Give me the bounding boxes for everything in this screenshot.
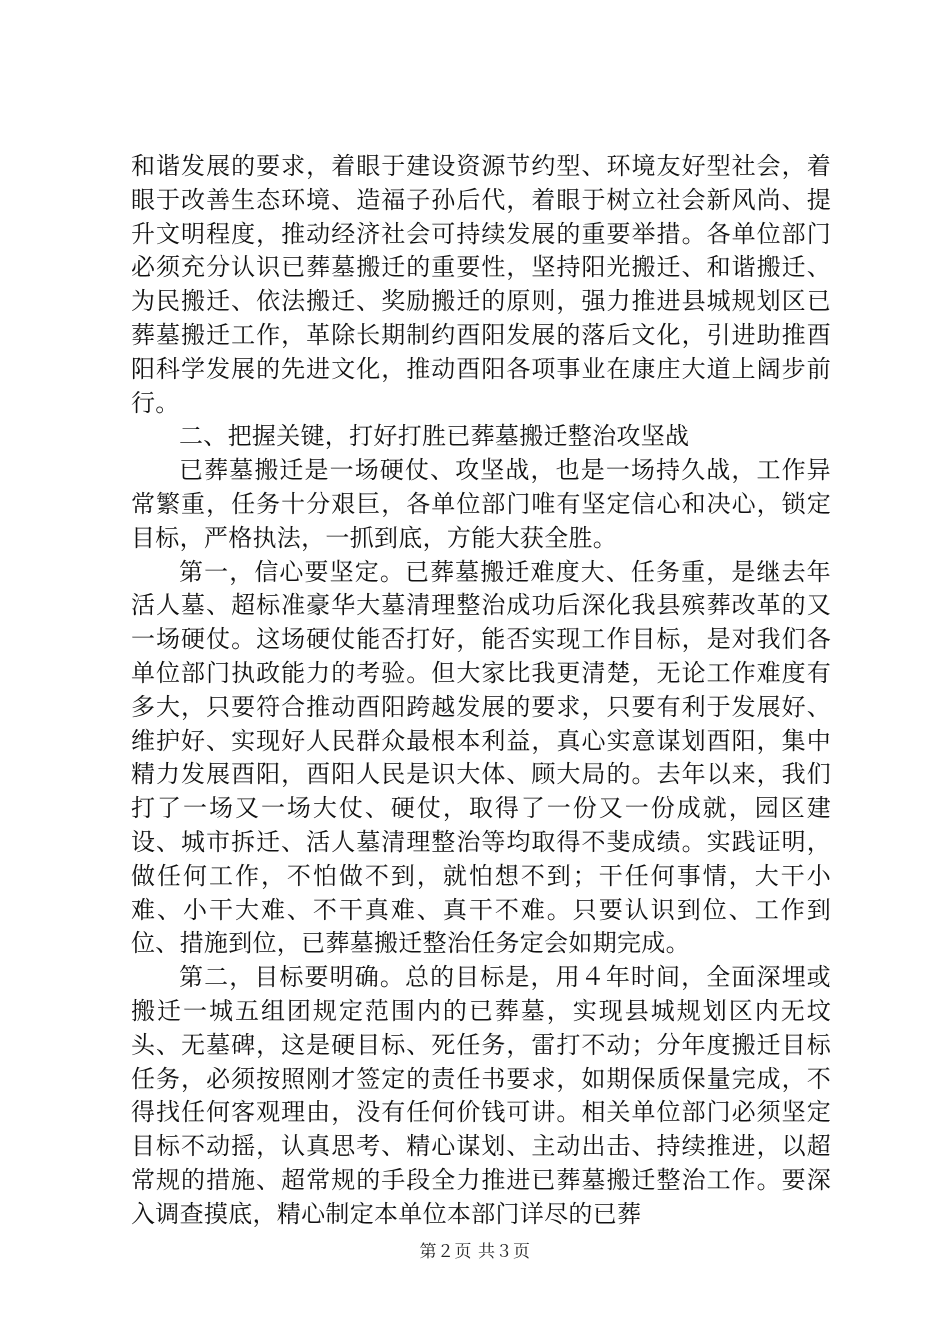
body-paragraph: 第二，目标要明确。总的目标是，用４年时间，全面深埋或搬迁一城五组团规定范围内的已葬墓，实现县城规划区内无坟头、无墓碑，这是硬目标、死任务，雷打不动；分年度搬迁目标任务，必须按照刚才签定的责任书要求，如期保质保量完成，不得找任何客观理由，没有任何价钱可讲。相关单位部门必须坚定目标不动摇，认真思考、精心谋划、主动出击、持续推进，以超常规的措施、超常规的手段全力推进已葬墓搬迁整治工作。要深入调查摸底，精心制定本单位本部门详尽的已葬: [131, 963, 831, 1228]
body-paragraph: 和谐发展的要求，着眼于建设资源节约型、环境友好型社会，着眼于改善生态环境、造福子孙后代，着眼于树立社会新风尚、提升文明程度，推动经济社会可持续发展的重要举措。各单位部门必须充分认识已葬墓搬迁的重要性，坚持阳光搬迁、和谐搬迁、为民搬迁、依法搬迁、奖励搬迁的原则，强力推进县城规划区已葬墓搬迁工作，革除长期制约酉阳发展的落后文化，引进助推酉阳科学发展的先进文化，推动酉阳各项事业在康庄大道上阔步前行。: [131, 152, 831, 417]
document-body: [131, 150, 831, 1232]
body-paragraph: 已葬墓搬迁是一场硬仗、攻坚战，也是一场持久战，工作异常繁重，任务十分艰巨，各单位部门唯有坚定信心和决心，锁定目标，严格执法，一抓到底，方能大获全胜。: [131, 456, 831, 552]
page-footer: 第２页 共３页: [419, 1242, 531, 1262]
section-heading: 二、把握关键，打好打胜已葬墓搬迁整治攻坚战: [179, 422, 690, 451]
body-paragraph: 第一，信心要坚定。已葬墓搬迁难度大、任务重，是继去年活人墓、超标准豪华大墓清理整治成功后深化我县殡葬改革的又一场硬仗。这场硬仗能否打好，能否实现工作目标，是对我们各单位部门执政能力的考验。但大家比我更清楚，无论工作难度有多大，只要符合推动酉阳跨越发展的要求，只要有利于发展好、维护好、实现好人民群众最根本利益，真心实意谋划酉阳，集中精力发展酉阳，酉阳人民是识大体、顾大局的。去年以来，我们打了一场又一场大仗、硬仗，取得了一份又一份成就，园区建设、城市拆迁、活人墓清理整治等均取得不斐成绩。实践证明，做任何工作，不怕做不到，就怕想不到；干任何事情，大干小难、小干大难、不干真难、真干不难。只要认识到位、工作到位、措施到位，已葬墓搬迁整治任务定会如期完成。: [131, 557, 831, 958]
